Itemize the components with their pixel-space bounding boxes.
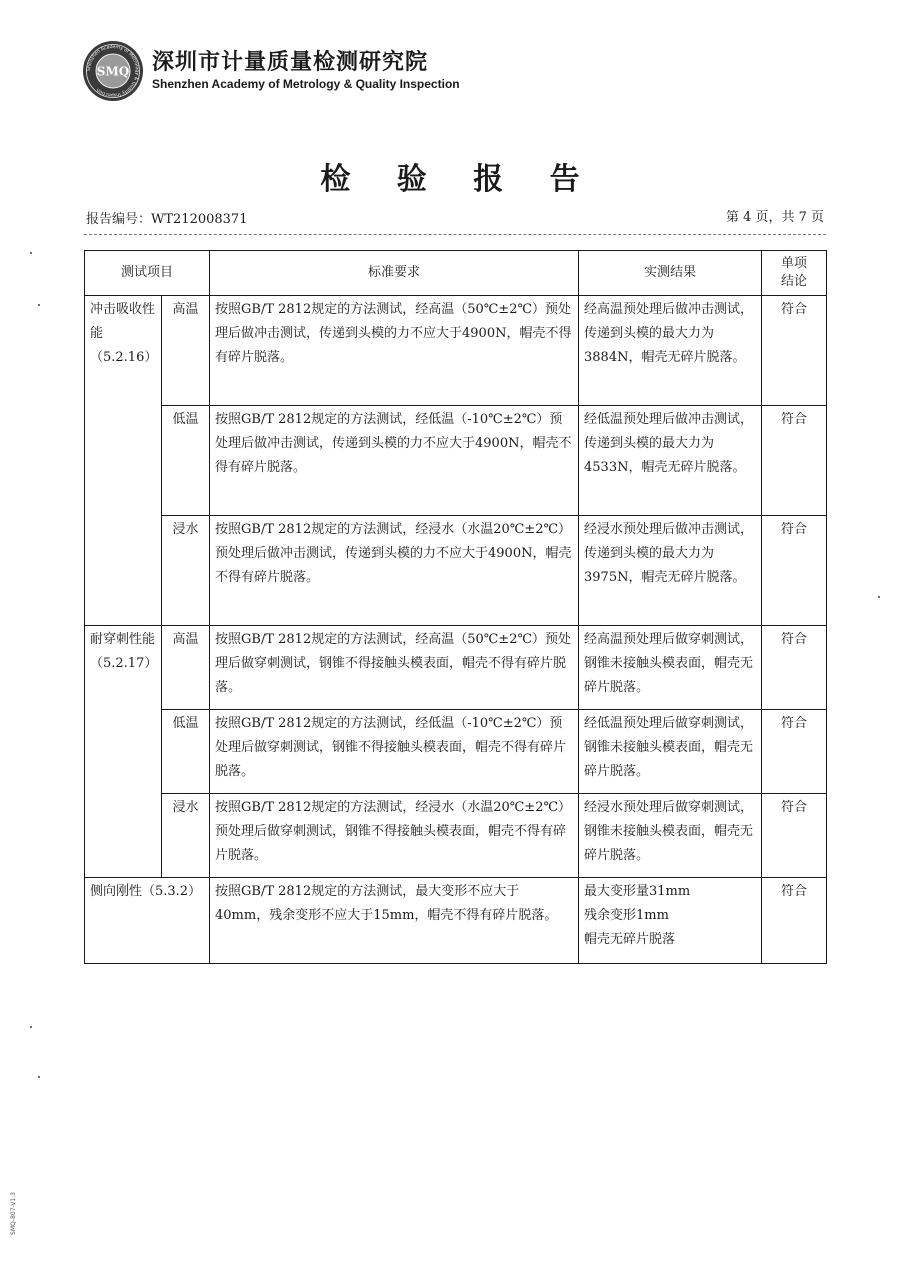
condition-cell: 高温: [162, 296, 210, 406]
result-cell: 经浸水预处理后做穿刺测试，钢锥未接触头模表面，帽壳无碎片脱落。: [579, 794, 762, 878]
condition-cell: 低温: [162, 710, 210, 794]
standard-cell: 按照GB/T 2812规定的方法测试，经低温（-10℃±2℃）预处理后做冲击测试，传递到头模的力不应大于4900N，帽壳不得有碎片脱落。: [210, 406, 579, 516]
scan-speck: [38, 1076, 40, 1078]
result-cell: 经低温预处理后做冲击测试，传递到头模的最大力为4533N，帽壳无碎片脱落。: [579, 406, 762, 516]
scan-speck: [30, 252, 32, 254]
document-title: 检 验 报 告: [320, 162, 598, 197]
result-cell: 经浸水预处理后做冲击测试，传递到头模的最大力为3975N，帽壳无碎片脱落。: [579, 516, 762, 626]
org-name-cn: 深圳市计量质量检测研究院: [152, 50, 429, 75]
verdict-cell: 符合: [762, 878, 827, 964]
smq-logo-icon: [82, 40, 144, 102]
scan-speck: [38, 304, 40, 306]
form-code: SMQ-807-V1.3: [10, 1192, 17, 1235]
logo-text: SMQ: [96, 64, 130, 79]
table-header-row: [85, 251, 827, 296]
verdict-cell: 符合: [762, 710, 827, 794]
table-row: [85, 710, 827, 794]
category-cell: 侧向刚性（5.3.2）: [85, 878, 210, 964]
header-verdict: 单项 结论: [762, 251, 827, 296]
table-row: [85, 406, 827, 516]
header-result: 实测结果: [579, 251, 762, 296]
header-item: 测试项目: [85, 251, 210, 296]
category-cell: 耐穿刺性能（5.2.17）: [85, 626, 162, 878]
table-row: [85, 794, 827, 878]
scan-speck: [878, 596, 880, 598]
result-cell: 经高温预处理后做穿刺测试，钢锥未接触头模表面，帽壳无碎片脱落。: [579, 626, 762, 710]
table-row: [85, 878, 827, 964]
header-standard: 标准要求: [210, 251, 579, 296]
result-cell: 经低温预处理后做穿刺测试，钢锥未接触头模表面，帽壳无碎片脱落。: [579, 710, 762, 794]
header-divider: [84, 234, 826, 235]
standard-cell: 按照GB/T 2812规定的方法测试，经低温（-10℃±2℃）预处理后做穿刺测试，钢锥不得接触头模表面，帽壳不得有碎片脱落。: [210, 710, 579, 794]
standard-cell: 按照GB/T 2812规定的方法测试，最大变形不应大于40mm，残余变形不应大于15mm，帽壳不得有碎片脱落。: [210, 878, 579, 964]
verdict-cell: 符合: [762, 794, 827, 878]
org-name-en: Shenzhen Academy of Metrology & Quality Inspection: [152, 77, 460, 91]
standard-cell: 按照GB/T 2812规定的方法测试，经高温（50℃±2℃）预处理后做冲击测试，传递到头模的力不应大于4900N，帽壳不得有碎片脱落。: [210, 296, 579, 406]
inspection-table: [84, 250, 827, 964]
standard-cell: 按照GB/T 2812规定的方法测试，经浸水（水温20℃±2℃）预处理后做穿刺测试，钢锥不得接触头模表面，帽壳不得有碎片脱落。: [210, 794, 579, 878]
result-cell: 最大变形量31mm 残余变形1mm 帽壳无碎片脱落: [579, 878, 762, 964]
verdict-cell: 符合: [762, 626, 827, 710]
standard-cell: 按照GB/T 2812规定的方法测试，经浸水（水温20℃±2℃）预处理后做冲击测试，传递到头模的力不应大于4900N，帽壳不得有碎片脱落。: [210, 516, 579, 626]
category-cell: 冲击吸收性能（5.2.16）: [85, 296, 162, 626]
standard-cell: 按照GB/T 2812规定的方法测试，经高温（50℃±2℃）预处理后做穿刺测试，钢锥不得接触头模表面，帽壳不得有碎片脱落。: [210, 626, 579, 710]
verdict-cell: 符合: [762, 406, 827, 516]
logo-ring-text: Shenzhen Academy of Metrology & Quality Inspection: [86, 44, 140, 98]
result-cell: 经高温预处理后做冲击测试，传递到头模的最大力为3884N，帽壳无碎片脱落。: [579, 296, 762, 406]
verdict-cell: 符合: [762, 516, 827, 626]
table-row: [85, 296, 827, 406]
condition-cell: 浸水: [162, 794, 210, 878]
page-info: 第 4 页，共 7 页: [725, 210, 824, 225]
condition-cell: 高温: [162, 626, 210, 710]
table-row: [85, 516, 827, 626]
condition-cell: 浸水: [162, 516, 210, 626]
scan-speck: [30, 1026, 32, 1028]
letterhead: [82, 40, 460, 102]
condition-cell: 低温: [162, 406, 210, 516]
table-row: [85, 626, 827, 710]
verdict-cell: 符合: [762, 296, 827, 406]
report-number: 报告编号：WT212008371: [86, 212, 248, 227]
